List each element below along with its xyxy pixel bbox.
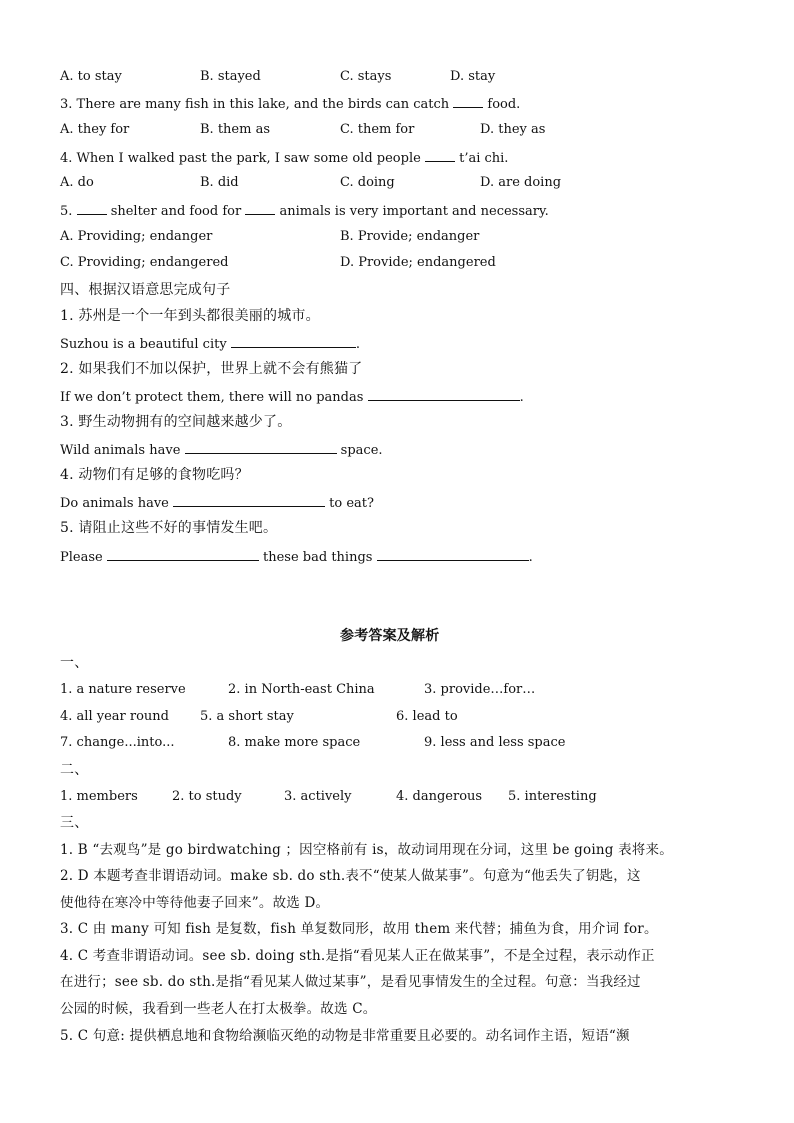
answer-1-item: 1. a nature reserve	[60, 682, 186, 697]
q5-option-b: B. Provide; endanger	[340, 229, 480, 244]
q2-option-a: A. to stay	[60, 69, 122, 84]
question-4-blank	[425, 148, 455, 162]
s4-item-5-chinese: 5. 请阻止这些不好的事情发生吧。	[60, 520, 278, 536]
answer-3-explanation-line: 使他待在寒冷中等待他妻子回来”。故选 D。	[60, 895, 330, 911]
question-5-number: 5.	[60, 204, 73, 219]
answer-3-explanation-line: 2. D 本题考查非谓语动词。make sb. do sth.表不“使某人做某事”。句意为“他丢失了钥匙，这	[60, 868, 641, 884]
answer-3-explanation-line: 在进行；see sb. do sth.是指“看见某人做过某事”，是看见事情发生的全过程。句意：当我经过	[60, 974, 641, 990]
s4-item-2-chinese: 2. 如果我们不加以保护，世界上就不会有熊猫了	[60, 361, 363, 377]
q2-option-d: D. stay	[450, 69, 496, 84]
q4-option-c: C. doing	[340, 175, 395, 190]
q2-option-b: B. stayed	[200, 69, 261, 84]
q3-option-a: A. they for	[60, 122, 130, 137]
s4-item-4-chinese: 4. 动物们有足够的食物吃吗？	[60, 467, 249, 483]
answer-3-explanation-line: 3. C 由 many 可知 fish 是复数，fish 单复数同形，故用 them 来代替；捕鱼为食，用介词 for。	[60, 921, 658, 937]
s4-item-5-text: Please	[60, 550, 103, 565]
answer-2-item: 1. members	[60, 789, 138, 804]
question-5-blank-2	[245, 201, 275, 215]
answer-part-1-label: 一、	[60, 655, 89, 671]
question-5-text: shelter and food for	[110, 204, 242, 219]
q5-option-d: D. Provide; endangered	[340, 255, 496, 270]
answer-1-item: 2. in North-east China	[228, 682, 375, 697]
q5-option-c: C. Providing; endangered	[60, 255, 229, 270]
question-5-blank-1	[77, 201, 107, 215]
question-3	[60, 94, 520, 114]
s4-item-1-end: .	[355, 337, 360, 352]
question-4-text-end: t’ai chi.	[459, 151, 509, 166]
answer-1-item: 8. make more space	[228, 735, 361, 750]
answer-3-explanation-line: 公园的时候，我看到一些老人在打太极拳。故选 C。	[60, 1001, 377, 1017]
s4-item-4-text: Do animals have	[60, 496, 169, 511]
s4-item-4-blank	[173, 493, 325, 507]
s4-item-5-blank-2	[377, 547, 529, 561]
answer-1-item: 6. lead to	[396, 709, 458, 724]
s4-item-2-blank	[368, 387, 520, 401]
q4-option-d: D. are doing	[480, 175, 562, 190]
answer-2-item: 4. dangerous	[396, 789, 483, 804]
question-3-text-end: food.	[487, 97, 521, 112]
answer-2-item: 3. actively	[284, 789, 352, 804]
s4-item-3-end: space.	[340, 443, 383, 458]
question-5-text-end: animals is very important and necessary.	[279, 204, 549, 219]
question-5	[60, 201, 549, 221]
s4-item-2-text: If we don’t protect them, there will no pandas	[60, 390, 364, 405]
answer-2-item: 5. interesting	[508, 789, 597, 804]
s4-item-4-end: to eat?	[329, 496, 374, 511]
s4-item-1-chinese: 1. 苏州是一个一年到头都很美丽的城市。	[60, 308, 320, 324]
s4-item-1-text: Suzhou is a beautiful city	[60, 337, 227, 352]
answer-3-explanation-line: 1. B “去观鸟”是 go birdwatching ；因空格前有 is，故动词用现在分词，这里 be going 表将来。	[60, 842, 673, 858]
question-4-text: 4. When I walked past the park, I saw some old people	[60, 151, 421, 166]
q4-option-a: A. do	[60, 175, 94, 190]
q3-option-c: C. them for	[340, 122, 415, 137]
section-4-title: 四、根据汉语意思完成句子	[60, 282, 231, 298]
q3-option-d: D. they as	[480, 122, 546, 137]
answer-2-item: 2. to study	[172, 789, 242, 804]
answer-title: 参考答案及解析	[340, 628, 440, 644]
question-3-blank	[453, 94, 483, 108]
answer-part-2-label: 二、	[60, 762, 89, 778]
s4-item-2-end: .	[519, 390, 524, 405]
answer-1-item: 3. provide…for…	[424, 682, 536, 697]
answer-3-explanation-line: 4. C 考查非谓语动词。see sb. doing sth.是指“看见某人正在做某事”，不是全过程，表示动作正	[60, 948, 655, 964]
s4-item-3-chinese: 3. 野生动物拥有的空间越来越少了。	[60, 414, 292, 430]
q3-option-b: B. them as	[200, 122, 270, 137]
s4-item-3-blank	[185, 440, 337, 454]
s4-item-3-text: Wild animals have	[60, 443, 181, 458]
question-3-text: 3. There are many fish in this lake, and the birds can catch	[60, 97, 450, 112]
answer-1-item: 5. a short stay	[200, 709, 294, 724]
answer-1-item: 4. all year round	[60, 709, 169, 724]
q4-option-b: B. did	[200, 175, 239, 190]
s4-item-5-english	[60, 547, 533, 567]
answer-1-item: 7. change...into...	[60, 735, 175, 750]
s4-item-1-blank	[231, 334, 356, 348]
s4-item-5-text-mid: these bad things	[263, 550, 373, 565]
s4-item-2-english	[60, 387, 524, 407]
s4-item-1-english	[60, 334, 360, 354]
q2-option-c: C. stays	[340, 69, 392, 84]
question-4	[60, 148, 508, 168]
answer-part-3-label: 三、	[60, 815, 89, 831]
s4-item-3-english	[60, 440, 383, 460]
answer-3-explanation-line: 5. C 句意: 提供栖息地和食物给濒临灭绝的动物是非常重要且必要的。动名词作主语，短语“濒	[60, 1028, 630, 1044]
s4-item-5-end: .	[528, 550, 533, 565]
s4-item-5-blank-1	[107, 547, 259, 561]
answer-1-item: 9. less and less space	[424, 735, 566, 750]
q5-option-a: A. Providing; endanger	[60, 229, 213, 244]
s4-item-4-english	[60, 493, 374, 513]
